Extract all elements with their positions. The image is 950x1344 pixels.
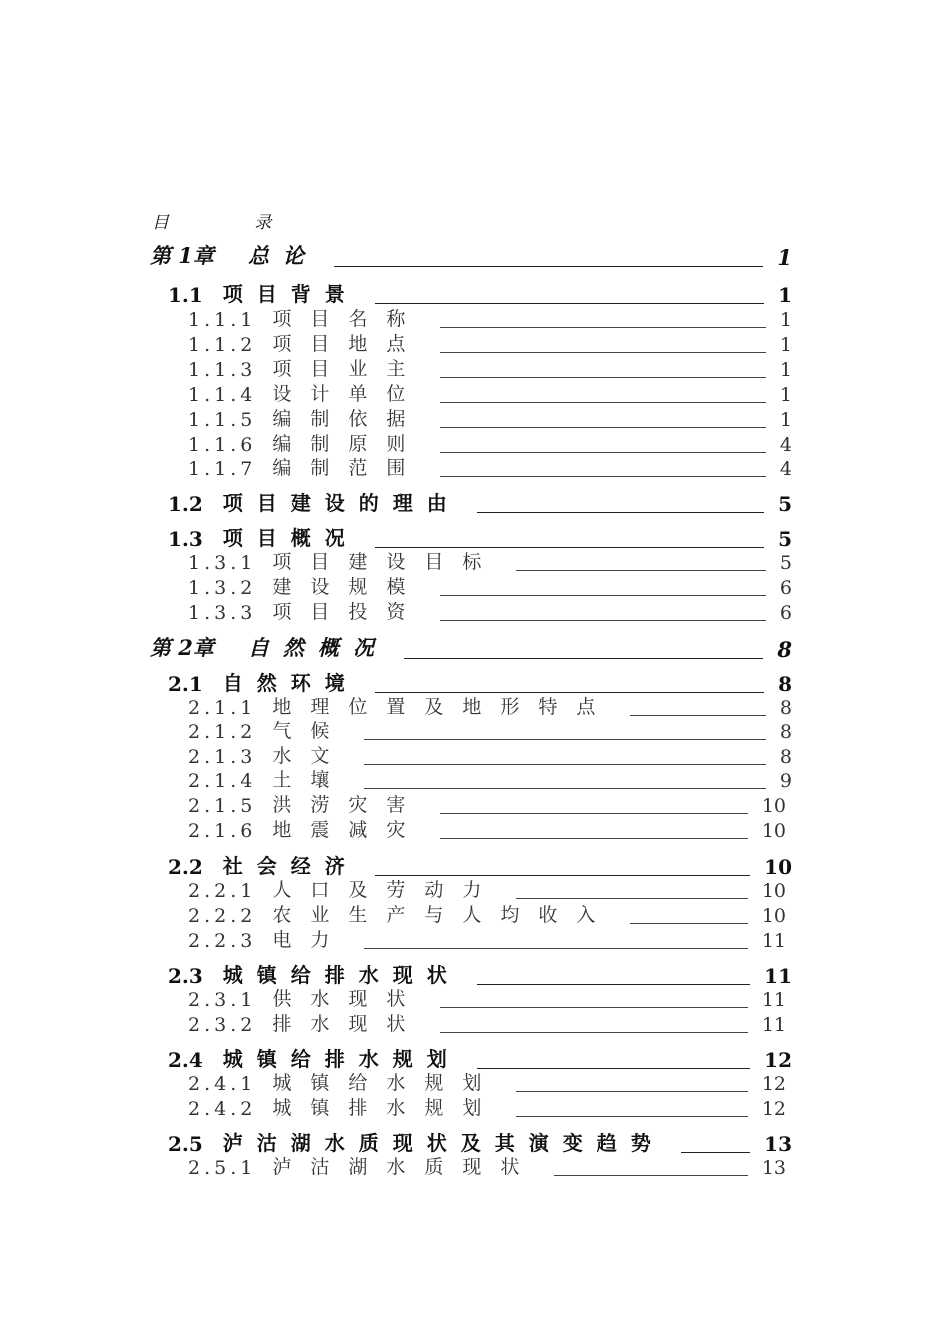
toc-entry-number: 2.1.2 xyxy=(188,721,257,743)
toc-entry-page: 11 xyxy=(761,1014,786,1036)
toc-entry-number: 2.3 xyxy=(168,964,203,988)
toc-entry-number: 1.1.7 xyxy=(188,458,257,480)
toc-entry-number: 2.4 xyxy=(168,1048,203,1072)
toc-entry-number: 2.2.2 xyxy=(188,905,257,927)
toc-entry-title: 自然概况 xyxy=(247,635,388,660)
toc-entry-page: 12 xyxy=(764,1048,792,1072)
toc-entry-number: 2.1 xyxy=(168,672,203,696)
toc-entry-title: 城镇排水规划 xyxy=(272,1097,501,1119)
toc-leader-line xyxy=(477,511,764,513)
toc-leader-line xyxy=(440,837,747,839)
toc-entry-title: 洪涝灾害 xyxy=(272,794,425,816)
toc-entry-section[interactable] xyxy=(168,278,792,307)
toc-entry-page: 10 xyxy=(761,880,786,902)
toc-entry-page: 10 xyxy=(761,905,786,927)
toc-entry-sub[interactable] xyxy=(188,900,786,927)
toc-entry-page: 5 xyxy=(778,527,792,551)
toc-leader-line xyxy=(554,1174,747,1176)
toc-leader-line xyxy=(440,326,766,328)
toc-entry-page: 13 xyxy=(764,1132,792,1156)
toc-entry-title: 供水现状 xyxy=(272,988,425,1010)
toc-leader-line xyxy=(516,897,747,899)
toc-entry-number: 2.2.1 xyxy=(188,880,257,902)
toc-entry-page: 1 xyxy=(779,384,792,406)
toc-entry-page: 10 xyxy=(761,795,786,817)
toc-entry-title: 泸沽湖水质现状 xyxy=(272,1156,539,1178)
toc-entry-title: 水文 xyxy=(272,745,349,767)
toc-entry-title: 编制范围 xyxy=(272,457,425,479)
toc-entry-page: 1 xyxy=(779,409,792,431)
toc-entry-sub[interactable] xyxy=(188,304,792,331)
toc-entry-title: 城镇给水规划 xyxy=(272,1072,501,1094)
toc-entry-title: 排水现状 xyxy=(272,1013,425,1035)
toc-entry-title: 城镇给排水规划 xyxy=(222,1047,461,1071)
toc-entry-page: 8 xyxy=(778,672,792,696)
toc-leader-line xyxy=(516,1115,747,1117)
toc-entry-sub[interactable] xyxy=(188,354,792,381)
toc-leader-line xyxy=(440,594,766,596)
toc-entry-number: 1.3.1 xyxy=(188,552,257,574)
toc-leader-line xyxy=(440,426,766,428)
toc-leader-line xyxy=(440,1006,747,1008)
toc-leader-line xyxy=(404,657,763,659)
toc-entry-number: 1.3 xyxy=(168,527,203,551)
toc-entry-sub[interactable] xyxy=(188,404,792,431)
toc-entry-page: 10 xyxy=(761,820,786,842)
toc-leader-line xyxy=(440,351,766,353)
toc-entry-number: 2.1.6 xyxy=(188,820,257,842)
toc-entry-page: 6 xyxy=(779,602,792,624)
toc-entry-title: 项目建设的理由 xyxy=(222,491,461,515)
toc-entry-title: 农业生产与人均收入 xyxy=(272,904,615,926)
toc-entry-title: 泸沽湖水质现状及其演变趋势 xyxy=(222,1131,665,1155)
toc-entry-sub[interactable] xyxy=(188,925,786,952)
toc-entry-sub[interactable] xyxy=(188,1009,786,1036)
toc-entry-page: 8 xyxy=(779,697,792,719)
toc-entry-number: 2.3.2 xyxy=(188,1014,257,1036)
toc-entry-page: 1 xyxy=(778,283,792,307)
toc-entry-page: 10 xyxy=(764,855,792,879)
toc-entry-title: 社会经济 xyxy=(222,854,359,878)
toc-entry-number: 2.4.1 xyxy=(188,1073,257,1095)
toc-entry-sub[interactable] xyxy=(188,1068,786,1095)
toc-entry-page: 9 xyxy=(779,770,792,792)
toc-leader-line xyxy=(440,1031,747,1033)
toc-entry-number: 1.1 xyxy=(168,283,203,307)
toc-leader-line xyxy=(516,1090,747,1092)
toc-entry-chapter[interactable] xyxy=(150,632,792,662)
toc-entry-number: 1.1.2 xyxy=(188,334,257,356)
toc-entry-title: 项目投资 xyxy=(272,601,425,623)
toc-entry-number: 2.1.1 xyxy=(188,697,257,719)
toc-entry-number: 2.1.3 xyxy=(188,746,257,768)
toc-leader-line xyxy=(364,738,766,740)
toc-entry-number: 1.3.2 xyxy=(188,577,257,599)
toc-entry-number: 1.3.3 xyxy=(188,602,257,624)
toc-entry-number: 2.1.4 xyxy=(188,770,257,792)
toc-entry-number: 2.5 xyxy=(168,1132,203,1156)
toc-entry-sub[interactable] xyxy=(188,790,786,817)
toc-entry-sub[interactable] xyxy=(188,453,792,480)
toc-leader-line xyxy=(440,812,747,814)
toc-entry-number: 第 2章 xyxy=(150,635,214,660)
toc-entry-page: 8 xyxy=(779,746,792,768)
toc-entry-title: 编制依据 xyxy=(272,408,425,430)
toc-entry-number: 第 1章 xyxy=(150,243,214,268)
toc-entry-page: 4 xyxy=(779,458,792,480)
toc-entry-page: 11 xyxy=(764,964,792,988)
toc-leader-line xyxy=(364,787,766,789)
toc-entry-page: 12 xyxy=(761,1073,786,1095)
toc-entry-number: 2.3.1 xyxy=(188,989,257,1011)
toc-entry-title: 总论 xyxy=(247,243,318,268)
toc-entry-sub[interactable] xyxy=(188,329,792,356)
toc-entry-title: 自然环境 xyxy=(222,671,359,695)
toc-entry-number: 2.2 xyxy=(168,855,203,879)
toc-entry-page: 5 xyxy=(778,492,792,516)
toc-entry-sub[interactable] xyxy=(188,765,792,792)
toc-entry-chapter[interactable] xyxy=(150,240,792,270)
toc-entry-title: 城镇给排水现状 xyxy=(222,963,461,987)
toc-entry-page: 12 xyxy=(761,1098,786,1120)
toc-entry-title: 项目业主 xyxy=(272,358,425,380)
toc-entry-title: 地震减灾 xyxy=(272,819,425,841)
toc-entry-title: 项目地点 xyxy=(272,333,425,355)
toc-entry-page: 6 xyxy=(779,577,792,599)
toc-entry-title: 人口及劳动力 xyxy=(272,879,501,901)
toc-entry-sub[interactable] xyxy=(188,379,792,406)
toc-entry-page: 11 xyxy=(761,930,786,952)
toc-leader-line xyxy=(334,265,763,267)
toc-entry-page: 4 xyxy=(779,434,792,456)
toc-entry-number: 2.2.3 xyxy=(188,930,257,952)
toc-leader-line xyxy=(516,569,766,571)
toc-entry-sub[interactable] xyxy=(188,815,786,842)
toc-entry-section[interactable] xyxy=(168,487,792,516)
toc-entry-page: 8 xyxy=(777,637,792,662)
toc-entry-number: 2.5.1 xyxy=(188,1157,257,1179)
toc-entry-sub[interactable] xyxy=(188,984,786,1011)
toc-entry-title: 项目名称 xyxy=(272,308,425,330)
toc-entry-sub[interactable] xyxy=(188,716,792,743)
toc-entry-page: 8 xyxy=(779,721,792,743)
toc-entry-number: 1.1.1 xyxy=(188,309,257,331)
toc-entry-sub[interactable] xyxy=(188,1093,786,1120)
toc-entry-number: 1.1.5 xyxy=(188,409,257,431)
toc-entry-sub[interactable] xyxy=(188,572,792,599)
toc-leader-line xyxy=(364,947,747,949)
toc-entry-title: 项目背景 xyxy=(222,282,359,306)
toc-entry-title: 建设规模 xyxy=(272,576,425,598)
toc-entry-title: 电力 xyxy=(272,929,349,951)
toc-entry-sub[interactable] xyxy=(188,692,792,719)
toc-leader-line xyxy=(440,376,766,378)
toc-entry-title: 气候 xyxy=(272,720,349,742)
toc-entry-sub[interactable] xyxy=(188,429,792,456)
toc-entry-number: 2.1.5 xyxy=(188,795,257,817)
toc-entry-number: 1.1.6 xyxy=(188,434,257,456)
toc-entry-title: 项目概况 xyxy=(222,526,359,550)
toc-entry-number: 1.2 xyxy=(168,492,203,516)
toc-entry-title: 地理位置及地形特点 xyxy=(272,696,615,718)
toc-entry-page: 5 xyxy=(779,552,792,574)
toc-entry-sub[interactable] xyxy=(188,597,792,624)
toc-entry-page: 1 xyxy=(779,309,792,331)
toc-leader-line xyxy=(440,619,766,621)
toc-leader-line xyxy=(440,475,766,477)
toc-entry-title: 编制原则 xyxy=(272,433,425,455)
toc-entry-sub[interactable] xyxy=(188,1152,786,1179)
toc-entry-sub[interactable] xyxy=(188,875,786,902)
toc-entry-number: 1.1.4 xyxy=(188,384,257,406)
toc-entry-page: 13 xyxy=(761,1157,786,1179)
toc-entry-page: 1 xyxy=(779,359,792,381)
toc-entry-title: 项目建设目标 xyxy=(272,551,501,573)
toc-entry-number: 2.4.2 xyxy=(188,1098,257,1120)
toc-entry-title: 设计单位 xyxy=(272,383,425,405)
toc-entry-page: 1 xyxy=(779,334,792,356)
toc-entry-number: 1.1.3 xyxy=(188,359,257,381)
toc-entry-sub[interactable] xyxy=(188,741,792,768)
toc-title: 目 录 xyxy=(152,213,312,233)
toc-entry-title: 土壤 xyxy=(272,769,349,791)
toc-entry-sub[interactable] xyxy=(188,547,792,574)
toc-leader-line xyxy=(440,401,766,403)
toc-leader-line xyxy=(630,922,747,924)
toc-entry-page: 1 xyxy=(777,245,792,270)
toc-entry-page: 11 xyxy=(761,989,786,1011)
